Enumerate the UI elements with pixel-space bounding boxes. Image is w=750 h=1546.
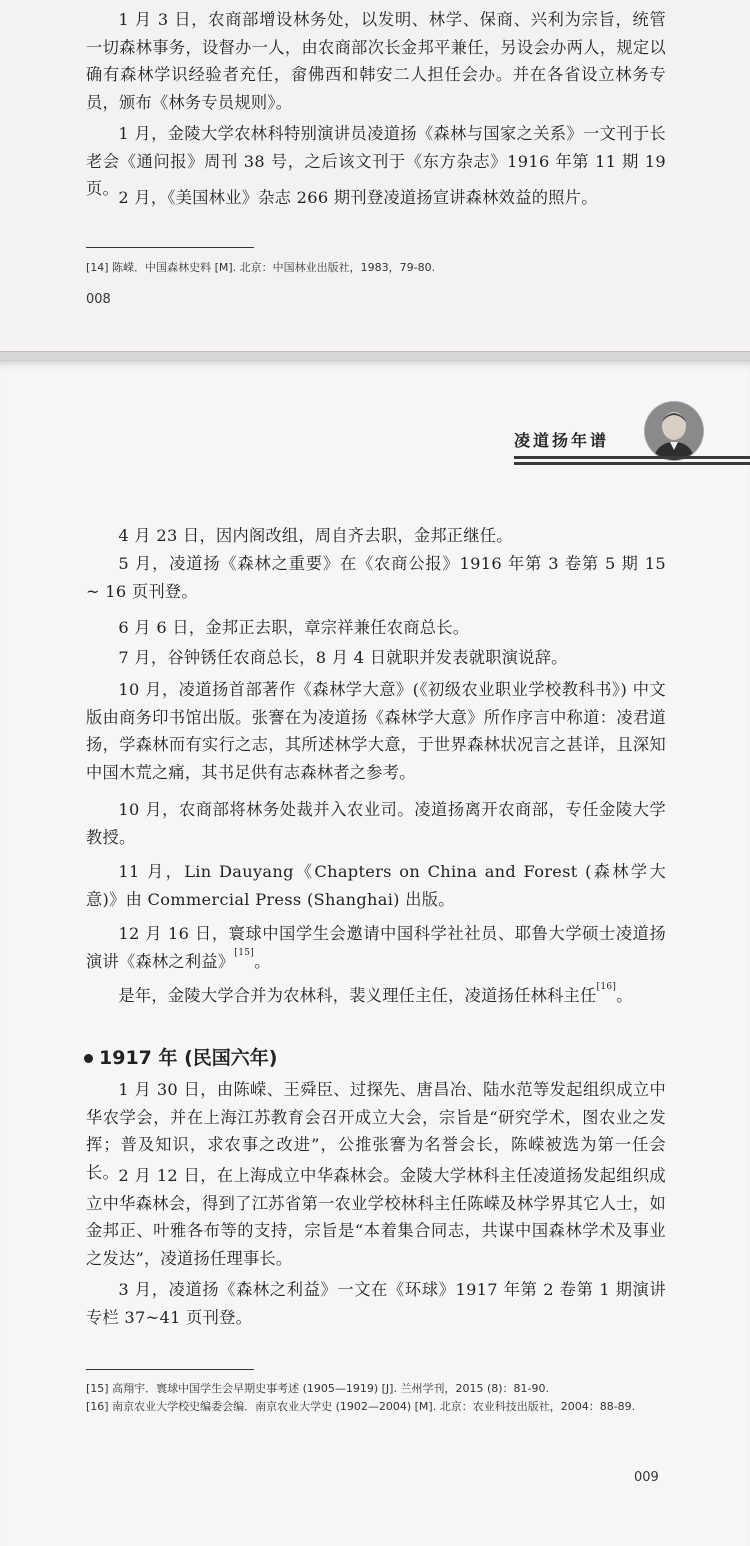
- page-number-008: 008: [86, 292, 111, 307]
- text-apr23: 4 月 23 日，因内阁改组，周自齐去职，金邦正继任。: [118, 526, 513, 545]
- footnote-16: [16] 南京农业大学校史编委会编．南京农业大学史 (1902—2004) [M]. 北京：农业科技出版社，2004：88-89.: [86, 1400, 636, 1413]
- book-header-title: 凌道扬年谱: [514, 431, 610, 450]
- footnote-ref-15[interactable]: [15]: [234, 947, 255, 958]
- text-oct-book: 10 月，凌道扬首部著作《森林学大意》(《初级农业职业学校教科书》) 中文版由商务印书馆出版。张謇在为凌道扬《森林学大意》所作序言中称道：凌君道扬，学森林而有实行之志，其所述林学大意，于世界森林状况言之甚详，且深知中国木荒之痛，其书足供有志森林者之参考。: [86, 680, 666, 782]
- footnote-ref-16[interactable]: [16]: [596, 982, 617, 992]
- bullet-dot-icon: [84, 1054, 93, 1063]
- text-oct-merge: 10 月，农商部将林务处裁并入农业司。凌道扬离开农商部，专任金陵大学教授。: [86, 800, 666, 847]
- footnote-divider: [86, 247, 254, 248]
- paragraph-oct-book: [86, 676, 666, 786]
- paragraph-jun6: [86, 614, 666, 642]
- paragraph-feb-photo: 2 月，《美国林业》杂志 266 期刊登凌道扬宣讲森林效益的照片。: [118, 188, 598, 207]
- text-jul: 7 月，谷钟锈任农商总长，8 月 4 日就职并发表就职演说辞。: [118, 648, 568, 667]
- header-decor-stripes: [514, 456, 750, 468]
- footnote-15: [15] 高翔宇．寰球中国学生会早期史事考述 (1905—1919) [J]. 兰州学刊，2015 (8)：81-90.: [86, 1382, 549, 1395]
- paragraph-nov: [86, 858, 666, 913]
- paragraph-1917-jan30: 1 月 30 日，由陈嵘、王舜臣、过探先、唐昌冶、陆水范等发起组织成立中华农学会，并在上海江苏教育会召开成立大会，宗旨是“研究学术，图农业之发挥；普及知识，求农事之改进”，公推张謇为名誉会长，陈嵘被选为第一任会长。: [86, 1080, 666, 1182]
- paragraph-jul: [86, 644, 666, 672]
- text-dec16: 12 月 16 日，寰球中国学生会邀请中国科学社社员、耶鲁大学硕士凌道扬演讲《森林之利益》: [86, 924, 666, 971]
- page-number-009: 009: [634, 1470, 659, 1485]
- paragraph-oct-merge: [86, 796, 666, 851]
- paragraph-may: [86, 550, 666, 605]
- year-heading-text: 1917 年 (民国六年): [99, 1047, 278, 1069]
- text-jun6: 6 月 6 日，金邦正去职，章宗祥兼任农商总长。: [118, 618, 470, 637]
- text-may: 5 月，凌道扬《森林之重要》在《农商公报》1916 年第 3 卷第 5 期 15 ~ 16 页刊登。: [86, 554, 666, 601]
- portrait-photo: [645, 402, 703, 460]
- paragraph-1917-feb12: 2 月 12 日，在上海成立中华森林会。金陵大学林科主任凌道扬发起组织成立中华森林会，得到了江苏省第一农业学校林科主任陈嵘及林学界其它人士，如金邦正、叶雅各布等的支持，宗旨是“本着集合同志，共谋中国森林学术及事业之发达”，凌道扬任理事长。: [86, 1166, 666, 1268]
- paragraph-jan-article: 1 月，金陵大学农林科特别演讲员凌道扬《森林与国家之关系》一文刊于长老会《通问报》周刊 38 号，之后该文刊于《东方杂志》1916 年第 11 期 19 页。: [86, 124, 666, 198]
- year-heading-1917: [84, 1043, 277, 1070]
- text-nov: 11 月，Lin Dauyang《Chapters on China and Forest (森林学大意)》由 Commercial Press (Shanghai) 出版。: [86, 862, 666, 909]
- paragraph-this-year: 是年，金陵大学合并为农林科，裴义理任主任，凌道扬任林科主任[16]。: [118, 982, 633, 1005]
- page-008: [0, 0, 750, 352]
- text-this-year: 是年，金陵大学合并为农林科，裴义理任主任，凌道扬任林科主任: [118, 986, 597, 1005]
- paragraph-apr23: [86, 522, 666, 550]
- paragraph-jan3: 1 月 3 日，农商部增设林务处，以发明、林学、保商、兴利为宗旨，统管一切森林事务，设督办一人，由农商部次长金邦平兼任，另设会办两人，规定以确有森林学识经验者充任，畲佛西和韩安二人担任会办。并在各省设立林务专员，颁布《林务专员规则》。: [86, 10, 666, 112]
- footnote-divider-bottom: [86, 1369, 254, 1370]
- paragraph-1917-mar: 3 月，凌道扬《森林之利益》一文在《环球》1917 年第 2 卷第 1 期演讲专栏 37~41 页刊登。: [86, 1280, 666, 1327]
- footnote-14: [14] 陈嵘．中国森林史料 [M]. 北京：中国林业出版社，1983，79-80.: [86, 261, 436, 274]
- paragraph-dec16: 12 月 16 日，寰球中国学生会邀请中国科学社社员、耶鲁大学硕士凌道扬演讲《森林之利益》[15]。: [86, 924, 666, 971]
